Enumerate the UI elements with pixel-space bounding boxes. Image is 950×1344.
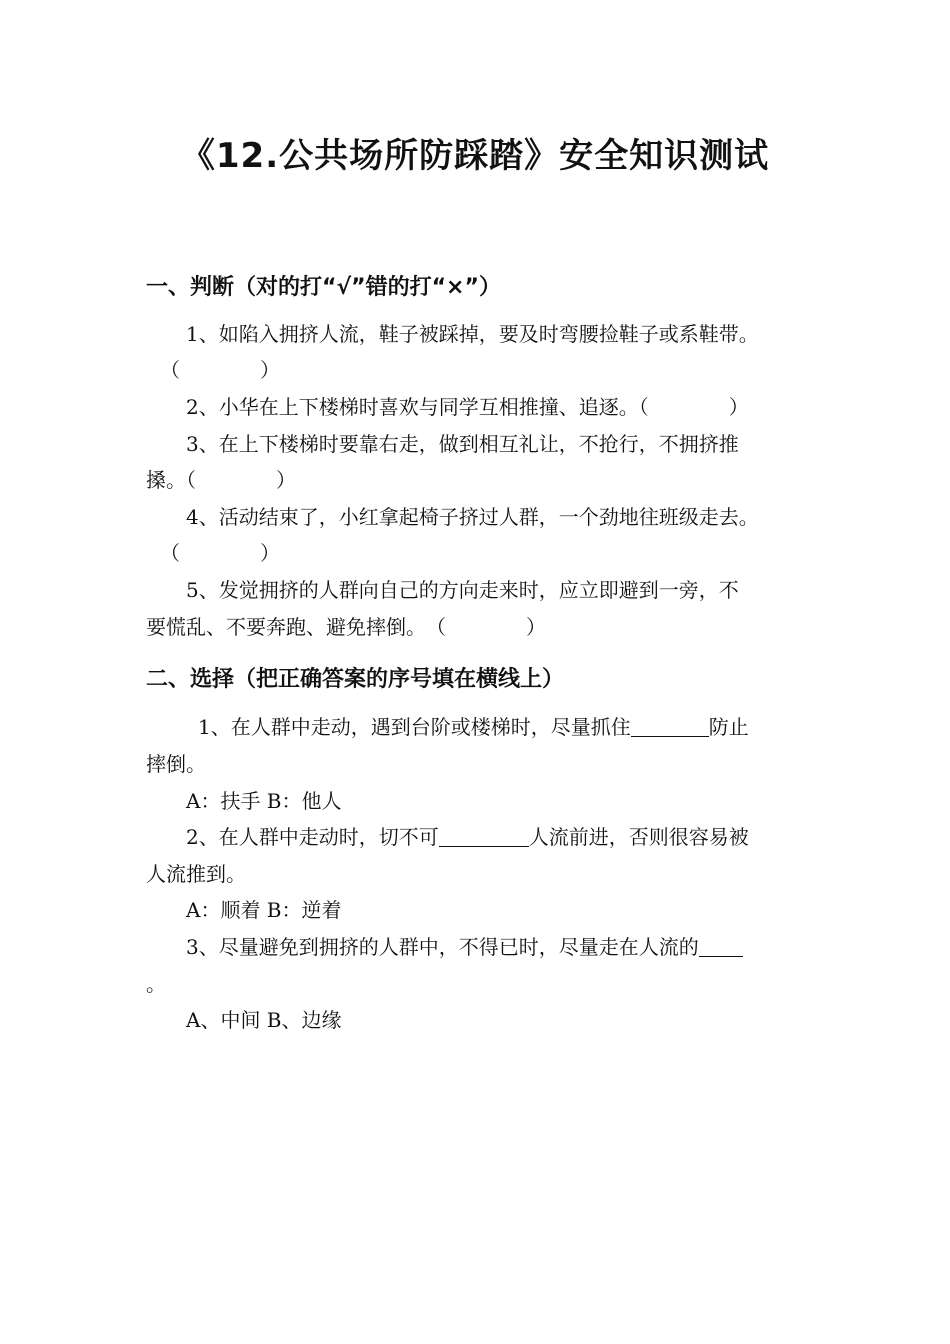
choice-1-text-end: 防止 [708, 715, 749, 739]
answer-blank-3[interactable] [699, 936, 743, 957]
choice-1-text: 1、在人群中走动，遇到台阶或楼梯时，尽量抓住 [198, 715, 631, 739]
judge-item-3-cont: 搡。（ ） [146, 468, 296, 492]
judge-item-5-cont: 要慌乱、不要奔跑、避免摔倒。 （ ） [146, 615, 546, 639]
choice-item-3 [186, 933, 743, 961]
judge-item-1: 1、如陷入拥挤人流，鞋子被踩掉，要及时弯腰捡鞋子或系鞋带。 [186, 322, 759, 346]
section-1-heading: 一、判断（对的打“√”错的打“×”） [146, 275, 501, 300]
choice-item-2-cont: 人流推到。 [146, 862, 246, 886]
choice-item-1 [198, 713, 749, 741]
answer-blank-1[interactable] [631, 716, 709, 737]
judge-item-1-bracket: （ ） [160, 358, 280, 382]
judge-item-4: 4、活动结束了，小红拿起椅子挤过人群，一个劲地往班级走去。 [186, 505, 759, 529]
choice-item-3-options: A、中间 B、边缘 [186, 1008, 342, 1032]
judge-item-2: 2、小华在上下楼梯时喜欢与同学互相推撞、追逐。（ ） [186, 395, 749, 419]
judge-item-5: 5、发觉拥挤的人群向自己的方向走来时，应立即避到一旁，不 [186, 578, 739, 602]
choice-item-2 [186, 823, 749, 851]
choice-item-1-cont: 摔倒。 [146, 752, 206, 776]
choice-2-text: 2、在人群中走动时，切不可 [186, 825, 439, 849]
page-title: 《12.公共场所防踩踏》安全知识测试 [180, 136, 770, 176]
judge-item-3: 3、在上下楼梯时要靠右走，做到相互礼让，不抢行，不拥挤推 [186, 432, 739, 456]
choice-2-text-end: 人流前进，否则很容易被 [528, 825, 749, 849]
judge-item-4-bracket: （ ） [160, 541, 280, 565]
choice-item-3-cont: 。 [146, 972, 166, 996]
section-2-heading: 二、选择（把正确答案的序号填在横线上） [146, 667, 565, 692]
choice-item-1-options: A：扶手 B：他人 [186, 789, 342, 813]
choice-3-text: 3、尽量避免到拥挤的人群中，不得已时，尽量走在人流的 [186, 935, 699, 959]
answer-blank-2[interactable] [439, 826, 529, 847]
choice-item-2-options: A：顺着 B：逆着 [186, 898, 342, 922]
